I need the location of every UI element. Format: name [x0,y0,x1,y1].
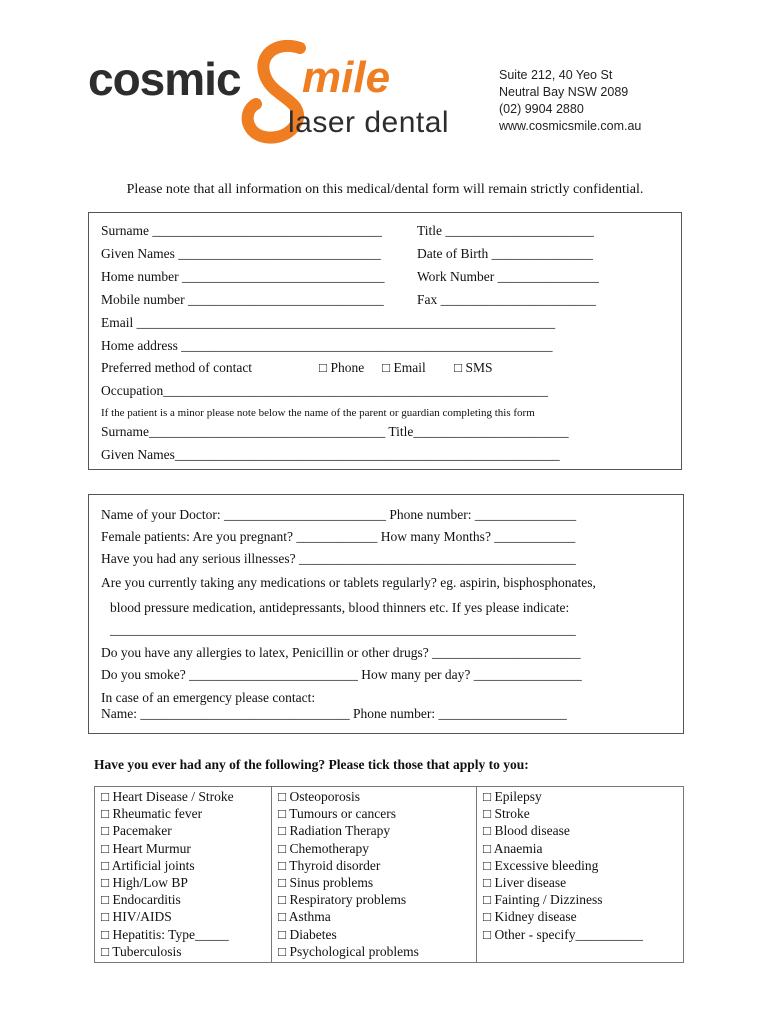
illnesses-field[interactable]: Have you had any serious illnesses? _________________________________________ [101,551,576,566]
condition-checkbox[interactable]: □ Radiation Therapy [278,823,391,839]
contact-option-sms[interactable]: □ SMS [454,360,493,375]
condition-checkbox[interactable]: □ Hepatitis: Type_____ [101,926,229,942]
logo-line-laser-dental: laser dental [288,106,450,139]
email-field[interactable]: Email ______________________________________________________________ [101,315,556,330]
cosmic-smile-logo [88,38,478,146]
conditions-column-2 [272,787,477,963]
medications-question-cont: blood pressure medication, antidepressants, blood thinners etc. If yes please indicate: [110,600,570,615]
condition-checkbox[interactable]: □ HIV/AIDS [101,909,172,925]
work-number-field[interactable]: Work Number _______________ [417,269,599,284]
condition-checkbox[interactable]: □ Fainting / Dizziness [483,892,603,908]
condition-checkbox[interactable]: □ Chemotherapy [278,840,370,856]
address-line-website: www.cosmicsmile.com.au [499,119,642,133]
title-field[interactable]: Title ______________________ [417,223,594,238]
condition-checkbox[interactable]: □ Stroke [483,806,530,822]
emergency-contact-label: In case of an emergency please contact: [101,690,316,705]
condition-checkbox[interactable]: □ Thyroid disorder [278,857,381,873]
medications-question: Are you currently taking any medications or tablets regularly? eg. aspirin, bisphosphonates, [101,575,596,590]
conditions-table [94,786,684,963]
contact-option-phone[interactable]: □ Phone [319,360,365,375]
address-line-street: Suite 212, 40 Yeo St [499,68,613,82]
condition-checkbox[interactable]: □ Rheumatic fever [101,806,203,822]
condition-checkbox[interactable]: □ Endocarditis [101,892,181,908]
condition-checkbox[interactable]: □ Other - specify__________ [483,926,643,942]
condition-checkbox[interactable]: □ Psychological problems [278,943,419,959]
guardian-surname-title-field[interactable]: Surname___________________________________ Title_______________________ [101,424,569,439]
home-number-field[interactable]: Home number ______________________________ [101,269,385,284]
given-names-field[interactable]: Given Names ______________________________ [101,246,381,261]
address-line-phone: (02) 9904 2880 [499,102,584,116]
smoke-field[interactable]: Do you smoke? _________________________ How many per day? ________________ [101,667,582,682]
condition-checkbox[interactable]: □ Kidney disease [483,909,577,925]
condition-checkbox[interactable]: □ Excessive bleeding [483,857,599,873]
conditions-title: Have you ever had any of the following? Please tick those that apply to you: [94,757,529,772]
medications-answer-line[interactable]: _____________________________________________________________________ [110,622,576,637]
condition-checkbox[interactable]: □ Asthma [278,909,331,925]
condition-checkbox[interactable]: □ High/Low BP [101,874,188,890]
emergency-name-phone-field[interactable]: Name: _______________________________ Phone number: ___________________ [101,706,567,721]
minor-guardian-note: If the patient is a minor please note below the name of the parent or guardian completing this form [101,407,535,419]
condition-checkbox[interactable]: □ Liver disease [483,874,567,890]
condition-checkbox[interactable]: □ Blood disease [483,823,570,839]
address-line-suburb: Neutral Bay NSW 2089 [499,85,629,99]
condition-checkbox[interactable]: □ Anaemia [483,840,543,856]
practice-address [499,67,641,135]
home-address-field[interactable]: Home address _______________________________________________________ [101,338,553,353]
guardian-given-names-field[interactable]: Given Names_________________________________________________________ [101,447,560,462]
condition-checkbox[interactable]: □ Artificial joints [101,857,195,873]
condition-checkbox[interactable]: □ Tumours or cancers [278,806,397,822]
contact-option-email[interactable]: □ Email [382,360,426,375]
condition-checkbox[interactable]: □ Diabetes [278,926,337,942]
condition-checkbox[interactable]: □ Pacemaker [101,823,172,839]
condition-checkbox[interactable]: □ Tuberculosis [101,943,182,959]
surname-field[interactable]: Surname __________________________________ [101,223,382,238]
doctor-field[interactable]: Name of your Doctor: ________________________ Phone number: _______________ [101,507,577,522]
logo-word-cosmic: cosmic [88,53,241,105]
condition-checkbox[interactable]: □ Respiratory problems [278,892,407,908]
allergies-field[interactable]: Do you have any allergies to latex, Penicillin or other drugs? ______________________ [101,645,581,660]
confidentiality-notice: Please note that all information on this medical/dental form will remain strictly confidential. [126,182,644,197]
condition-checkbox[interactable]: □ Heart Disease / Stroke [101,789,234,804]
condition-checkbox[interactable]: □ Osteoporosis [278,789,361,804]
fax-field[interactable]: Fax _______________________ [417,292,596,307]
conditions-column-1 [95,787,272,963]
occupation-field[interactable]: Occupation_________________________________________________________ [101,383,548,398]
conditions-column-3 [477,787,684,963]
logo-word-smile: mile [302,53,391,102]
condition-checkbox[interactable]: □ Sinus problems [278,874,374,890]
preferred-contact-label: Preferred method of contact [101,360,253,375]
pregnant-field[interactable]: Female patients: Are you pregnant? ____________ How many Months? ____________ [101,529,576,544]
condition-checkbox[interactable]: □ Heart Murmur [101,840,191,856]
date-of-birth-field[interactable]: Date of Birth _______________ [417,246,593,261]
condition-checkbox[interactable]: □ Epilepsy [483,789,542,804]
mobile-number-field[interactable]: Mobile number _____________________________ [101,292,384,307]
